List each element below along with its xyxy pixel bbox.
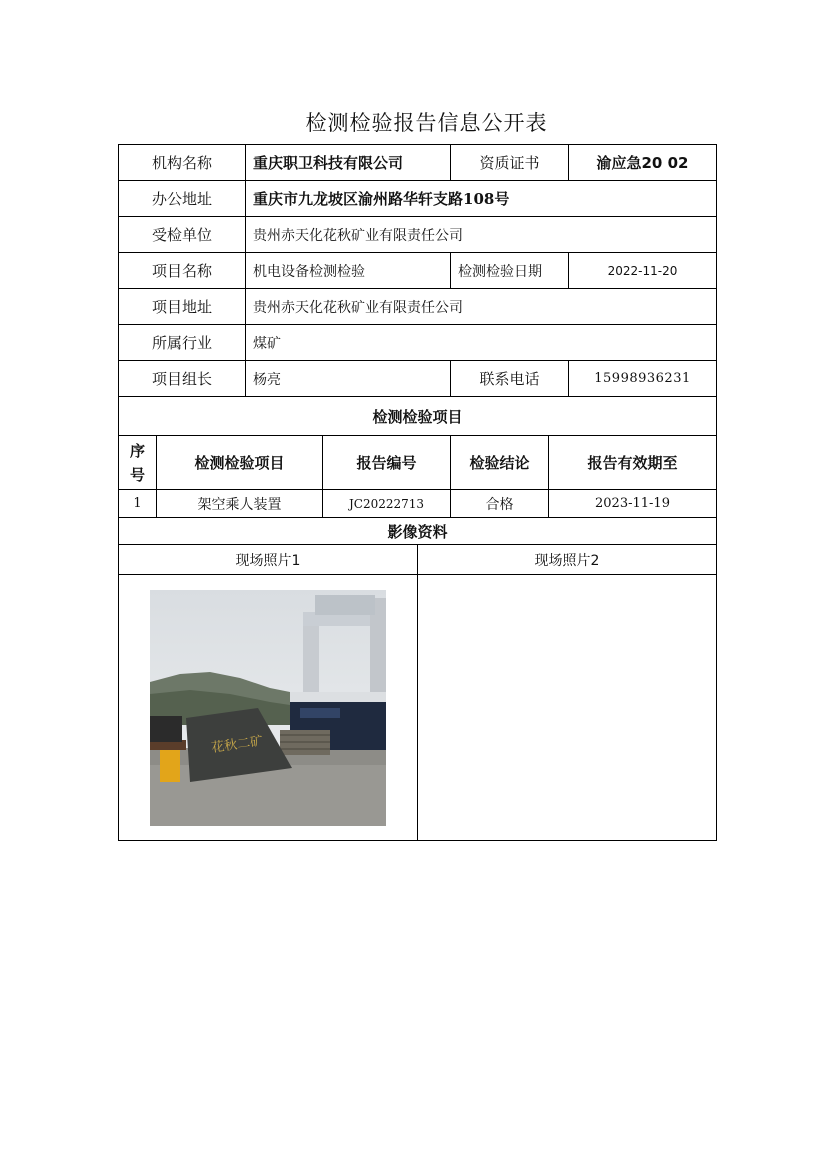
site-photo: [150, 590, 386, 826]
photo2-label: 现场照片2: [417, 544, 717, 575]
photo2-cell: [417, 574, 717, 841]
org-value: 重庆职卫科技有限公司: [245, 144, 451, 181]
addr-value: 重庆市九龙坡区渝州路华轩支路108号: [245, 180, 717, 217]
page-title: 检测检验报告信息公开表: [305, 111, 548, 135]
site-label: 项目地址: [118, 288, 246, 325]
cert-label: 资质证书: [450, 144, 569, 181]
industry-value: 煤矿: [245, 324, 717, 361]
row-item: 架空乘人装置: [156, 489, 323, 518]
site-photo-graphic: [150, 590, 386, 826]
phone-label: 联系电话: [450, 360, 569, 397]
row-valid-until: 2023-11-19: [548, 489, 717, 518]
project-value: 机电设备检测检验: [245, 252, 451, 289]
row-report-no: JC20222713: [322, 489, 451, 518]
col-header-conclusion: 检验结论: [450, 435, 549, 490]
unit-label: 受检单位: [118, 216, 246, 253]
leader-value: 杨亮: [245, 360, 451, 397]
org-label: 机构名称: [118, 144, 246, 181]
phone-value: 15998936231: [568, 360, 717, 397]
items-heading: 检测检验项目: [118, 396, 717, 436]
col-header-report-no: 报告编号: [322, 435, 451, 490]
leader-label: 项目组长: [118, 360, 246, 397]
col-header-valid-until: 报告有效期至: [548, 435, 717, 490]
col-header-no: [118, 435, 157, 490]
col-header-item: 检测检验项目: [156, 435, 323, 490]
row-conclusion: 合格: [450, 489, 549, 518]
unit-value: 贵州赤天化花秋矿业有限责任公司: [245, 216, 717, 253]
project-label: 项目名称: [118, 252, 246, 289]
industry-label: 所属行业: [118, 324, 246, 361]
addr-label: 办公地址: [118, 180, 246, 217]
media-heading: 影像资料: [118, 517, 717, 545]
row-no: 1: [118, 489, 157, 518]
date-value: 2022-11-20: [568, 252, 717, 289]
cert-value: 渝应急20 02: [568, 144, 717, 181]
col-header-no-text: 序号: [129, 441, 145, 484]
sign-text: 花秋二矿: [210, 733, 265, 756]
site-value: 贵州赤天化花秋矿业有限责任公司: [245, 288, 717, 325]
date-label: 检测检验日期: [450, 252, 569, 289]
photo1-label: 现场照片1: [118, 544, 418, 575]
